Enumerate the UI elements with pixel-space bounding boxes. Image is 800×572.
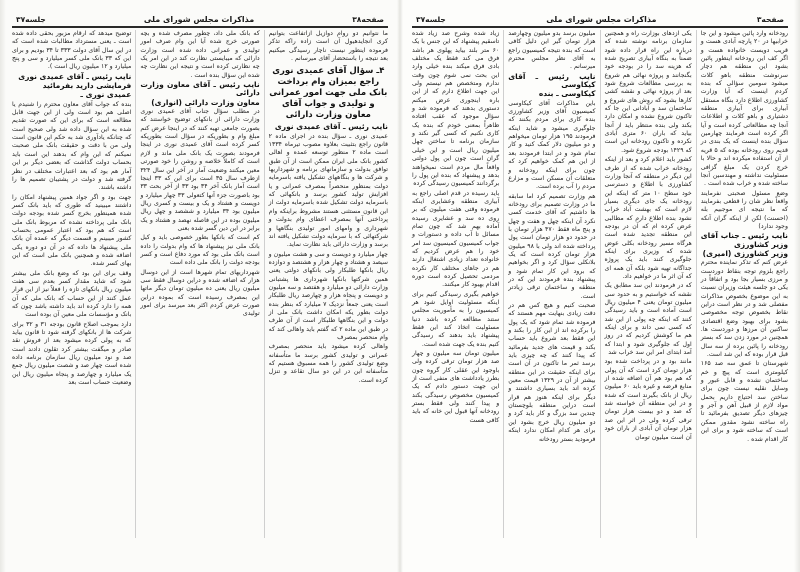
paragraph: صحبت کنیم و هیچ کس هم در دقت زیادی بنهایت مهم هستند که فرموده شد تمام شود که یک پول را برکرده اند از این کار را بکند و این فقط بعد شروع باید حساب بکند و قیمت های جدید بفرمائید که پیدا کنند که چه چیزی باید برسد ثمر ما تاکنون در آن است برای اینکه حقیقت در این منطقه بیشتر از آن در ۱۳۲۹ قیمت معین کرده اند باید بسیاری داشتند و دیگر برای اینکه هنوز هم قرار است دراین منطقه بلوچستان چندین سد بزرگ و کار باید کرد و دو میلیون ریال خرج بشود این برای هر کدام امکان ندارد اینکه فرمودید بستر رودخانه (508, 302, 596, 443)
left-page-columns (6, 30, 394, 538)
paragraph: هم وزارت تصمیم کرد اما سابقه ما در وزارت تصمیم برای رودخانه ها داشتیم که آقای خدمت کسی نکرد آن اینکه چهل و هفت و چهل و پنج ماه فقط ۴۷۰ هزار تومان با در حدود دو هزار تومان است پول پرداخته شده اند ولی با ۹۸ میلیون هزار تومان کرده است که یک بلانکلی سؤال کرد و اگر بخواهیم که برود این کار تمام شود و پیشنهاد بنده فرمودند این که در منطقه و ساختمان ترقی زیادتر است. (508, 192, 596, 300)
paragraph: واهالی کرده میشود باید منحصر بمصرف عمرانی و تولیدی کشور برسد ما متأسفانه وضع تولیدی کشور را همه مسبوق هستیم که متأسفانه این در این دو سال تقاعد و تنزل کرده است. (268, 343, 388, 384)
right-page-columns (406, 30, 794, 538)
paragraph: یکی ازدهای بوزارت راه و همچنین سازمان برنامه نوشته شده که درباره این راه قرار داده شود ضمناً به بنگاه آبیاری تصریح شده که هزینه سد را در بودجه خود بگنجانند و پروژه نهائی هم شروع به بررسی مطالعات شروع شود بعد از پروژه نهائی و نقشه کشی کارها بشود که روش های شروع و ساختمان سد و آبادانی این جا که تاکنون شروع نشده و امکان دارد بکند ولی بنده منتظر باید از آنجا بیاید که باران ۶۰ متری آبادی نکرده و تاکنون رودخانه این است که ۱۴۲۹ بودجه شروع شود. (604, 30, 692, 154)
left-page-header (6, 6, 394, 24)
paragraph: عرض کنم که تذکر نماینده محترم راجع بلزوم توجه بنقاط دوردست و مرزی بسیار بجا بود و اتفاقاً در یکی دو جلسه هیئت وزیران نسبت به این موضوع بخصوص مذاکرات مفصلی شد و در نظر است دراین نقاط بخصوص توجه مخصوصی بشود برای بهبود وضع اقتصادی ساکنین آن مرزها و دوردست ها. همچنین در مورد زدن سد که بستر رودخانه را پائین برده از سه سال قبل قرار بوده که این شد است. (700, 259, 788, 359)
paragraph: شهرداریهای تمام شهرها است از این دوسال هزار که اضافه شده و دراین دوسال فقط سی میلیون ریال یعنی ده میلیون تومان دیگر ماتها این بمصرف رسیده است که بموده دراین صورت عرض کردم اکثر بعد میرسد برای امور تولیدی (140, 268, 260, 318)
speaker-label: نایب رئیس ـ جناب آقای وزیر کشاورزی (700, 231, 788, 249)
paragraph: زیاد شده وشرح صد زیاد شده تاسقیم پیشنهاد که این جنس با یک ۶۰ متر بلند بیاید پهلوی هر باشد فرق می کند فقط یک مختلف بادی فرق میکند بنده خیلی وارد این بحث نمی شوم چون وقت ندارم ومتخصص هم نیستم ولی این جهت اطلاع دارم که از این باره اینجوری عرض میکنم دستوری بدهند که فرموده شد و سؤال موجود که عقب افتاده ظاهراً بمعنی خودم که بنده یک کاری نکنیم که کسی گیر نکند و سازمان برنامه تا ساختن چهل میلیون ریال است و این خیلی گران است چون این پول دولتی واقعاً مال مردم است نمیخواهند بدهد و پیشنهاد که بنده این پول را برگردانند کمیسیون رسیدگی کرده (412, 30, 500, 188)
paragraph: دارد بموجب اصلاح قانون بودجه ۳۱ و ۳۲ برای شرکت ها از بانکهای گرفته شود تا قانون بیاید که به پولی کرده میشود بعد از فروش نقد صادر و میگفت بیشتر کرد تقلون دادند است صد و نود میلیون ریال سازمان برنامه داده شده است چهار صد و شصت میلیون ریال جمع یک میلیارد و چهارصد و پنجاه میلیون ریال این وضعیت حساب است بعد (12, 320, 132, 387)
paragraph: عمیدی نوری ـ سؤال بنده در اجرای ماده ۲ قانون راجع بتثبیت بعلاوه مصوب تیرماه ۱۳۳۴ است ماده ۲ منظور توسعه عمده و اهالی کشور بانک ملی ایران ممکن است از آن طبق توافق بدولت و سازمانهای برنامه و شهرداریها و شرکت ها و بنگاههای تشکیل یافته باسرمایه دولت بمنظور منحصراً بمصرف عمرانی و یا افزایش تولید کشور برسد و بانکهائی که باسرمایه دولت تشکیل شده باسرمایه دولت از این قانون مستثنی هستند مشروط براینکه وام پرداختی آنها بمصرف اعطای وام بدولت و شهرداری و وامهای امور تولیدی بنگاهها و شرکتهائی که با سرمایه دولت تشکیل یافته اند برسد و وزارت دارائی باید نظارت نماید. (268, 132, 388, 249)
paragraph: رودخانه وارد پائین میشود و این جا خرابیها در ۲۰ پارچه آبادی هست و قریب دویست خانواده هست و اگر کف این رودخانه اینطور پائین بشود این منطقه هم دچار سرنوشت منطقه باهو کلات میشود سومین سؤالی که بنده کردم اینست که آیا وزارت کشاورزی اطلاع دارد بنگاه مستقل آبیاری برای آبیاری منطقه دشتیاری و باهو کلات و اطلاعات آنجا چه مطالعاتی کرده است و آیا اگر کرده است فرمایند چهارمین سؤال بنده اینست که یک بندی در قدیم روی رودخانه بوده که ۵ قریه از آن استفاده میکرده اند و حالا با خرج کردن یک مبلغ گزافی مسئولیت نداشته و مهندسین آنجا ساخته شده و خراب شده است . (700, 30, 788, 188)
page-number: صفحه۳۸ (352, 15, 384, 24)
paragraph: باین مذاکرات آقای کیکاوسی کمیسیون آقای وزیر کشاورزی بنده کاری برای مردم بکنند که جلوگیری میشود و شاید اینکه فرمودند ۱۹۵ هزار تومان میخواهم و دو میلیون دلار کمک کنید و کار تمام شود و در ابتدا فرمودند بعد از این هم کمک خواهیم کرد که چون برای اینکه رودخانه و متعلقات آن مسکن است و مزارع مردم را آب برده است. (508, 99, 596, 191)
section-heading: ۴ـ سؤال آقای عمیدی نوری راجع بمیزان وام برداخت بانک ملی جهت امور عمرانی و تولیدی و جواب آقای معاون وزارت دارائی (269, 66, 388, 121)
running-title: مذاکرات مجلس شورای ملی (143, 15, 255, 24)
paragraph: وقف برای این بود که وضع بانک ملی بیشتر شود که شاید مقدار کسر بعدم سی هفت میلیون ریال بانکهای تازه را فعلاً نیز از این قرار عمل کنند از این حساب که بانک ملی که آن همه را دارد کرده اند باید داشته باشد چون که بانک و مؤسسات ملی معین آن بوده است (12, 269, 132, 319)
speaker-label: نایب رئیس ـ آقای معاون وزارت دارائی (140, 80, 260, 98)
paragraph: کم است که بانکها بطور خصوصی باید و کیل بانک ملی نیز پیشنهاد ها که وام بدولت را داده است بانک ملی بود که مورد دفاع است و کسر بودجه دولت را بانک ملی داده است (140, 234, 260, 267)
page-edge-shadow (0, 0, 6, 572)
paragraph: توضیح میدهد که ارقام مزبور بحقی داده شده است ـ یعنی مسترداد مطالبات شده است که در این سال آقای دولت ۳۳۳ تا ۳۴ بودیم و برای این که ۳۳ بانک ملی کسر میلیارد و سی و پنج میلیارد و ۱۲ میلیون ریال است ). (12, 30, 132, 71)
paragraph: بنده که جواب آقای معاون محترم را شنیدم یا اصلی هم بود است ولی از این جهت قابل مطالعه است که برای این که صورت تقدیم شده به این سؤال داده شد ولی صحیح است که چنانکه یادآوری شد به حکم این قانون است ولی من با دقت و حقیقت بانک ملی صحبت نمیکنم که این وام که بدهند این است باید بحساب دولت گذاشت که بعضی دیگر بر این آمار هم بود که بعد اعتبارات مختلف در نظر گرفته شد و دولت در پشتیبان تصمیم ها را داشته باشند. (12, 100, 132, 192)
column-3 (503, 30, 599, 538)
paragraph: وضع مسئول صحبتی نفرمایند واقعاً نظر شان را قطعی بفرمایند که ما نتیجه ای موجبیم بله (احسنت) لکن از اینکه گران آنکه وجود ندارد) (700, 189, 788, 230)
speaker-label: کیکاوسی ـ بنده (538, 89, 596, 99)
session-number: جلسه۳۷ (16, 15, 46, 24)
column-4 (408, 30, 503, 538)
header-rule (412, 26, 788, 28)
paragraph: میلیون تومان سه میلیون و چهار صد هزار تومان ترقی کرده ولی باوجود این عقلی کار گروه چون بطرز یادداشت های منفی است از این جهت دستور دادم که یک کمیسیون مخصوص رسیدگی بکند و پیدا کنند ولی فقط بستر رودخانه آنها قبول این خانه که باید کافی هست (412, 350, 500, 424)
binding-gutter (397, 0, 403, 572)
page-number: صفحه۳ (756, 15, 784, 24)
session-number: جلسه۳۷ (416, 15, 446, 24)
column-2 (600, 30, 696, 538)
speaker-label: نایب رئیس ـ آقای عمیدی نوری (274, 122, 388, 132)
paragraph: که در فرمودند این سد مطابق یک نقشه که خواستیم و به حدود سی میلیون تومان یعنی ۴ میلیون ریال است آماده است و باید رسیدگی کنند که اینکه چه پولی از این شد که کسی نمی داند و برای اینکه هم ما کوشش کردیم که در روز اول که جلوگیری شود و ابتدا که آمد ابتدای امر این سد خراب شد (604, 282, 692, 357)
paragraph: میلیون برسد بدو میلیون وچهارصد هزار تومان گیر این دلیل کافی است که بنده نتیجه کمیسیون راجع به آقای نظر مجلس محترم میرسانم . (508, 30, 596, 71)
paragraph: خواهیم بگیری رسیدگی کنیم برای اینکه مسئولیت اوایل شود هر کمیسیون را به مأموریت مجلس ستند مطالعه کرده باشد دنیا مسئولیت اتخاذ کند این فقط پیشنهاد باید بدهند که رسیدگی کنیم بنده یک جهت شده است. (412, 290, 500, 348)
right-page-header (406, 6, 794, 24)
paragraph: در مطلب سؤال جناب آقای عمیدی نوری وزارت دارائی از بانکهای توضیح خواستند که بصورت جامعی تهیه کنند که در اینجا عرض کنم مبلغ وام و بطوریکه در سؤال است بطوریکه کسر کرده است آقای عمیدی نوری در اینجا فرمودند بصورت یک بانک ملی ماند و لازم است که کاملاً خلاصه و روشن را خود صورتی معین میکنند وضعیت آمار در آخر این سال ۳۲۴ ازطرف سال ۳۵ است برای این که ۳۳ اینجا است آمار بانک آخر ۳۴ بود ۳۳ از آخر بحث ۳۳ بود باصورت جزء آنها کتعولی ۳۳ چهار میلیارد و دویست و هشتاد و یک و بیست و کسری ریال میلیون بود ۳۴ میلیارد و ششصد و چهل ریال میلیون بوده در این فاصله نهصد و هشتاد و یک برابر در این دین گسر شده بعنی (140, 108, 260, 232)
running-title: مذاکرات مجلس شورای ملی (546, 15, 657, 24)
paragraph: باید رسیده در قدم اصلی راجع به آبیاری منطقه وعشایری اینکه فرموده وقتی هفت میلیون که بر روی ده سد و عشایری رسیده آماده بهم شد که چون تمام مسائل تا آب داده و دستورات و جواب کمیسیون کمیسیون سد امر خود را هم عرض کردیم که خانواده تعداد زیادی اشتغال دارند هم در جاهای مختلف کار نکرده مردمی تحصیل کرده است دوره اقدام بهبود کار میکنند. (412, 189, 500, 289)
speaker-subheading: وزیر کشاورزی (امیری) (702, 248, 788, 258)
paragraph: چهار میلیارد و دویست و سی و هشت میلیون و سیصد و هشتاد و چهار هزار و هشتصد و دوازده ریال بانکها طلبکار ولی بانکهای دولتی یعنی همین شرکتها بانکها شهرداری ها پشتبانی وزارت دارائی دو میلیارد و هفتصد و سه میلیون و دویست و پنجاه هزار و چهارصد ریال طلبکار است یعنی جمعاً نزدیک ۷ میلیارد که بنظر بنده دولت بطور یکه امکان داشت بانک ملی از دولت و این بنگاهها طلبکار است از آن طرف در طبق این ماده ۲ که گفتم باید واهالی کند که وام منحصر بمصرف (268, 250, 388, 341)
column-1 (264, 30, 392, 538)
right-page (400, 0, 800, 572)
speaker-label: نایب رئیس ـ آقای عمیدی نوری (18, 71, 132, 81)
speaker-subheading: معاون وزارت دارائی (انواری) (151, 97, 260, 107)
paragraph: شهرستان تا عمق سه صد ۱۶۵ کیلومتری است که پیچ و خم ساختمان نشده و قابل عبور و وسایل نقلیه نیست چون برای ساختن سد احتیاج داریم بحمل مواد لازم از قبیل آهن و آجر و چیزهای دیگر تصدیق بفرمائید تا راه ساخته نشود مقدور ممکن است که ساخته شود و برای این کار اقدام شده . (700, 360, 788, 443)
column-3 (8, 30, 135, 538)
paragraph: جهت بود و اگر جواد همین پیشنهاد امکان را داشتند میبینید که طوری که باید بانک کسر شده همینطور بخرج کسر شده بودجه دولت بانک ملی پرداخته نشده که مربوط بانک ملی است که هم بود که اعتبار عمومی بحساب کشور میبینم و قسمت دیگر که عمده آن بانک ملی پیشنهاد ها داده که در آن دو دوره یکی اضافه شده و همچنین بانک ملی است که این بهای کسر شده. (12, 193, 132, 268)
header-rule (12, 26, 388, 28)
paragraph: کشور باید اعلام کرد و بعد از اینکه رودخانه خراب شده که از طرف این دیگر در منطقه که آنجا وزارت کشاورزی با اطلاع و دسترسی خود سطح ۱۰ متر که اینکه این رودخانه یک جای دیگری بسیار لازم است که بهشت آباد خراب نشود بنده اطلاع دارم که مطالبی عرض کرده ام که آن در بودجه این منطقه تجدید شده است هرگاه مسیر رودخانه بکلی عوض شده که وزیری برای اینکه جلوگیری کنند باید یک پروژه جداگانه تهیه شود بلکه آن همه ای که آن اثر ما در خواهیم داد. (604, 156, 692, 280)
paragraph: مانند بود و در پرداخت شده بود هزار تومان کرد است که آن پولی که هم بود هم آن اضافه شده از منابع قرضه و غیره باید ۶۰ میلیون ریال از بانک بگیرند است که شده و در این منطقه آن خواسته شد که صد و دو بیست هزار تومان ترقی کرده ولی در اثر این صد هزار تومان آن آبادی از باران خود آن است میلیون تومان (604, 358, 692, 441)
speaker-label: نایب رئیس ـ آقای کیکاوسی (508, 71, 596, 90)
speaker-label: عمیدی نوری ـ (80, 90, 132, 100)
speaker-subheading: فرمایشی دارید بفرمائید (42, 81, 132, 91)
page-edge-shadow (794, 0, 800, 572)
column-1 (696, 30, 792, 538)
paragraph: که بانک ملی داد، چطور مصرف شده و بچه صورتی خرج شده آیا این وام صرف امور تولیدی و عمرانی داده شده است وزارت دارائی که میبایستی نظارت کند در این امر یک چه نظارتی کرده است و نتیجه این نظارت چه شده این سؤال بنده است . (140, 30, 260, 79)
column-2 (135, 30, 263, 538)
paragraph: ما نتوانیم دو روام دوازیل ازاتفاعت بتوانیم کری انجایدهیول آن است زاده راکه تذکر فرموده اینطور نیست ناچار رسیدگی میکنیم بعد نتیجه را باستحضار آقای میرسانم . (268, 30, 388, 63)
